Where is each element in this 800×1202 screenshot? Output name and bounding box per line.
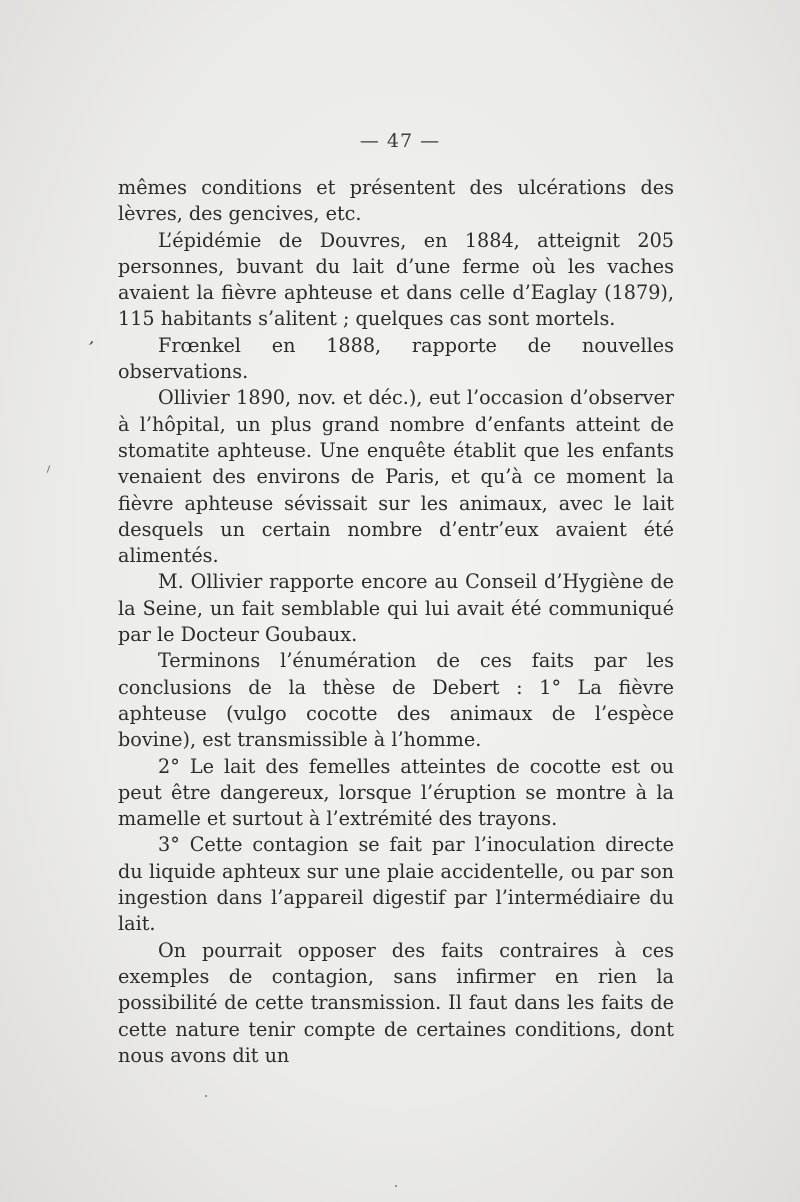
paragraph-debert-conclusion-2: 2° Le lait des femelles atteintes de cocotte est ou peut être dangereux, lorsque l’éruption se montre à la mamelle et surtout à l’extrémité des trayons. — [118, 754, 674, 831]
paragraph-continuation: mêmes conditions et présentent des ulcérations des lèvres, des gencives, etc. — [118, 176, 674, 226]
margin-mark: , — [87, 327, 98, 349]
paragraph-contrary-facts: On pourrait opposer des faits contraires à ces exemples de contagion, sans infirmer en rien la possibilité de cette transmission. Il faut dans les faits de cette nature tenir compte de certaines conditions, dont nous avons dit un — [118, 938, 674, 1067]
body-text — [118, 175, 674, 1069]
paper-speck — [205, 1095, 207, 1097]
paragraph-froenkel: Frœnkel en 1888, rapporte de nouvelles observations. — [118, 333, 674, 384]
paper-speck — [47, 465, 51, 473]
paragraph-douvres-epidemic: L’épidémie de Douvres, en 1884, atteignit 205 personnes, buvant du lait d’une ferme où les vaches avaient la fièvre aphteuse et dans celle d’Eaglay (1879), 115 habitants s’alitent ; quelques cas sont mortels. — [118, 228, 674, 331]
paragraph-debert-conclusion-1: Terminons l’énumération de ces faits par les conclusions de la thèse de Debert : 1° La fièvre aphteuse (vulgo cocotte des animaux de l’espèce bovine), est transmissible à l’homme. — [118, 649, 674, 752]
page-number: — 47 — — [359, 130, 441, 152]
paragraph-ollivier-1890: Ollivier 1890, nov. et déc.), eut l’occasion d’observer à l’hôpital, un plus grand nombre d’enfants atteint de stomatite aphteuse. Une enquête établit que les enfants venaient des environs de Paris, et qu’à ce moment la fièvre aphteuse sévissait sur les animaux, avec le lait desquels un certain nombre d’entr’eux avaient été alimentés. — [118, 386, 674, 568]
paragraph-conseil-hygiene: M. Ollivier rapporte encore au Conseil d’Hygiène de la Seine, un fait semblable qui lui avait été communiqué par le Docteur Goubaux. — [118, 570, 674, 647]
paragraph-debert-conclusion-3: 3° Cette contagion se fait par l’inoculation directe du liquide aphteux sur une plaie accidentelle, ou par son ingestion dans l’appareil digestif par l’intermédiaire du lait. — [118, 833, 674, 936]
paper-speck — [395, 1185, 397, 1187]
